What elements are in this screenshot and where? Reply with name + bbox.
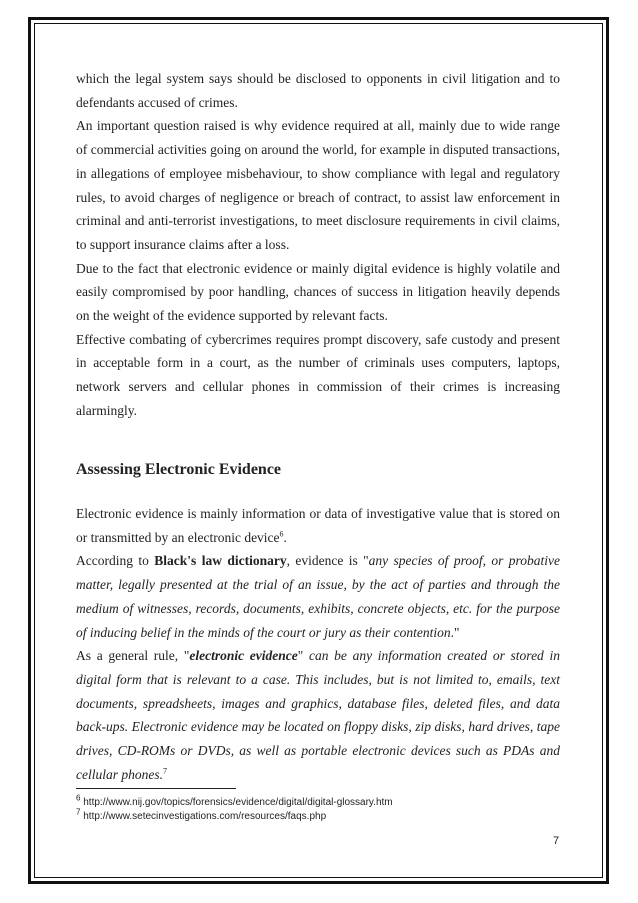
footnote-link[interactable]: http://www.nij.gov/topics/forensics/evidence/digital/digital-glossary.htm bbox=[80, 797, 393, 808]
term-emphasis: electronic evidence bbox=[189, 648, 298, 664]
section-heading: Assessing Electronic Evidence bbox=[76, 461, 282, 478]
paragraph: Effective combating of cybercrimes requires prompt discovery, safe custody and present in acceptable form in a court, as the number of criminals uses computers, laptops, network servers and cellular phones in commission of their crimes is increasing alarmingly. bbox=[76, 331, 560, 418]
footnote-number: 7 bbox=[76, 807, 81, 817]
footnote-item bbox=[76, 807, 393, 824]
paragraph: which the legal system says should be disclosed to opponents in civil litigation and to defendants accused of crimes. bbox=[76, 71, 560, 110]
paragraph: An important question raised is why evidence required at all, mainly due to wide range of commercial activities going on around the world, for example in disputed transactions, in allegations of employee misbehaviour, to show compliance with legal and regulatory rules, to avoid charges of negligence or breach of contract, to assist law enforcement in criminal and anti-terrorist investigations, to meet disclosure requirements in civil claims, to support insurance claims after a loss. bbox=[76, 118, 560, 252]
paragraph-text: Electronic evidence is mainly information or data of investigative value that is stored on or transmitted by an electronic device bbox=[76, 506, 560, 545]
paragraph-lead: According to bbox=[76, 553, 155, 569]
paragraph bbox=[76, 549, 560, 644]
footnote-link[interactable]: http://www.setecinvestigations.com/resources/faqs.php bbox=[80, 811, 327, 822]
quote-close: " bbox=[297, 648, 309, 664]
paragraph-end: ." bbox=[450, 624, 460, 640]
footnotes bbox=[76, 793, 393, 824]
footnote-number: 6 bbox=[76, 793, 81, 803]
paragraph bbox=[76, 502, 560, 549]
definition-quote: any species of proof, or probative matter, legally presented at the trial of an issue, by the act of parties and through the medium of witnesses, records, documents, exhibits, concrete objects, etc. for the purpose of inducing belief in the minds of the court or jury as their contention bbox=[76, 553, 560, 640]
section-body bbox=[76, 502, 560, 786]
dictionary-name: Black's law dictionary bbox=[154, 553, 287, 569]
paragraph-end: . bbox=[283, 529, 287, 545]
paragraph: Due to the fact that electronic evidence or mainly digital evidence is highly volatile and easily compromised by poor handling, chances of success in litigation heavily depends on the weight of the evidence supported by relevant facts. bbox=[76, 260, 560, 324]
footnote-ref: 6 bbox=[279, 529, 284, 539]
footnote-item bbox=[76, 793, 393, 810]
paragraph-lead: As a general rule, " bbox=[76, 648, 190, 664]
body-text bbox=[76, 67, 560, 423]
definition-text: can be any information created or stored in digital form that is relevant to a case. This includes, but is not limited to, emails, text documents, spreadsheets, images and graphics, database files, deleted files, and data back-ups. Electronic evidence may be located on floppy disks, zip disks, hard drives, tape drives, CD-ROMs or DVDs, as well as portable electronic devices such as PDAs and cellular phones. bbox=[76, 648, 560, 782]
footnote-ref: 7 bbox=[163, 766, 167, 776]
footnote-divider bbox=[76, 788, 236, 789]
paragraph bbox=[76, 644, 560, 786]
page-number: 7 bbox=[553, 835, 560, 847]
paragraph-mid: , evidence is " bbox=[286, 553, 369, 569]
